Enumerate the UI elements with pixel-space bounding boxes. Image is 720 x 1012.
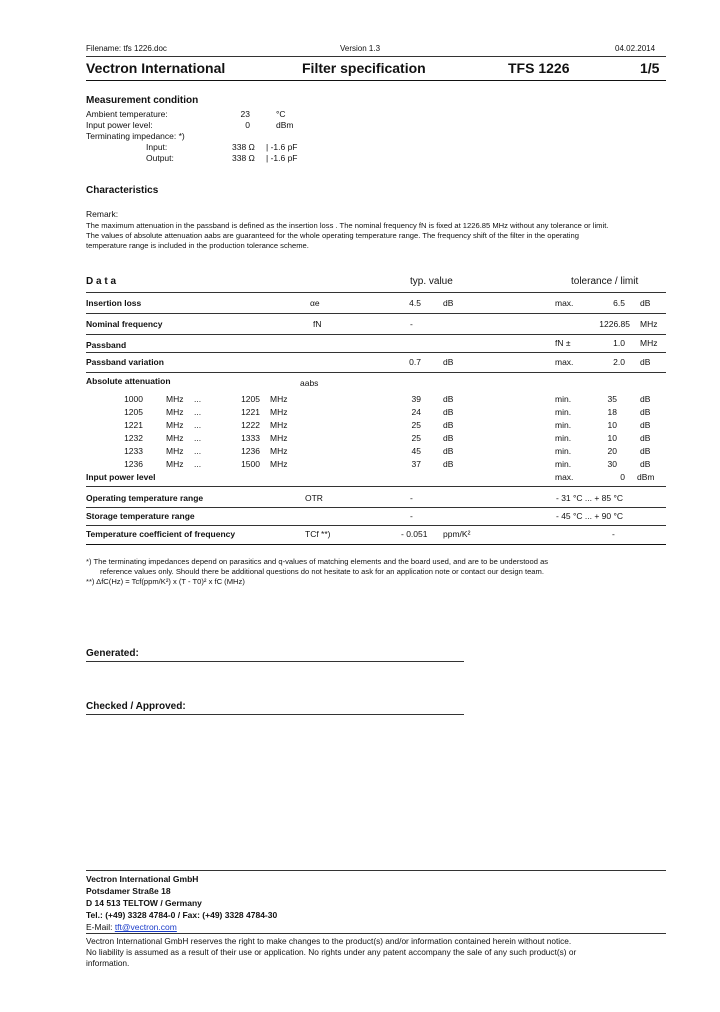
attenuation-row-v: 20 bbox=[607, 446, 617, 456]
storage-val: - 45 °C ... + 90 °C bbox=[556, 511, 624, 521]
attenuation-row-q: min. bbox=[555, 394, 572, 404]
insertion-loss-symbol: αe bbox=[310, 298, 320, 308]
remark-line-1: The maximum attenuation in the passband is defined as the insertion loss . The nominal frequency fN is fixed at 1226.85 MHz without any tolerance or limit. bbox=[86, 221, 609, 230]
attenuation-row-typ: 37 bbox=[411, 459, 421, 469]
col-tol-header: tolerance / limit bbox=[571, 276, 639, 287]
table-rule-7 bbox=[86, 525, 666, 526]
power-label: Input power level: bbox=[86, 120, 153, 130]
insertion-loss-qual: max. bbox=[555, 298, 574, 308]
table-rule-5 bbox=[86, 486, 666, 487]
attenuation-row-f2: 1222 bbox=[241, 420, 260, 430]
header-version: Version 1.3 bbox=[340, 44, 381, 53]
footer-email-label: E-Mail: bbox=[86, 922, 115, 932]
attenuation-row-vu: dB bbox=[640, 407, 651, 417]
header-rule-top bbox=[86, 56, 666, 57]
output-value: 338 Ω bbox=[232, 153, 255, 163]
passband-variation-typ: 0.7 bbox=[409, 357, 421, 367]
attenuation-row-u1: MHz bbox=[166, 446, 184, 456]
power-value: 0 bbox=[245, 120, 250, 130]
footer-disclaimer-2: No liability is assumed as a result of their use or application. No rights under any patent accompany the sale of any such product(s) or bbox=[86, 947, 577, 957]
generated-label: Generated: bbox=[86, 648, 139, 659]
passband-label: Passband bbox=[86, 340, 127, 350]
attenuation-row-vu: dB bbox=[640, 459, 651, 469]
impedance-label: Terminating impedance: *) bbox=[86, 131, 185, 141]
attenuation-row-f2: 1205 bbox=[241, 394, 260, 404]
header-page: 1/5 bbox=[640, 60, 660, 76]
ambient-unit: °C bbox=[276, 109, 286, 119]
checked-label: Checked / Approved: bbox=[86, 701, 186, 712]
nominal-frequency-label: Nominal frequency bbox=[86, 319, 163, 329]
header-filename: Filename: tfs 1226.doc bbox=[86, 44, 167, 53]
attenuation-row-q: min. bbox=[555, 420, 572, 430]
generated-line bbox=[86, 661, 464, 662]
attenuation-row-u1: MHz bbox=[166, 459, 184, 469]
insertion-loss-val: 6.5 bbox=[613, 298, 625, 308]
footer-company: Vectron International GmbH bbox=[86, 874, 199, 884]
input-value: 338 Ω bbox=[232, 142, 255, 152]
storage-typ: - bbox=[410, 511, 413, 521]
insertion-loss-unit: dB bbox=[640, 298, 651, 308]
footer-email-link[interactable]: tft@vectron.com bbox=[114, 922, 177, 932]
attenuation-row-u2: MHz bbox=[270, 420, 288, 430]
table-rule-3 bbox=[86, 352, 666, 353]
attenuation-row-dots: ... bbox=[194, 433, 202, 443]
header-rule-bottom bbox=[86, 80, 666, 81]
otr-typ: - bbox=[410, 493, 413, 503]
attenuation-row-vu: dB bbox=[640, 446, 651, 456]
attenuation-row-u2: MHz bbox=[270, 433, 288, 443]
nominal-frequency-val: 1226.85 bbox=[599, 319, 630, 329]
attenuation-row-dots: ... bbox=[194, 394, 202, 404]
attenuation-row-vu: dB bbox=[640, 433, 651, 443]
output-label: Output: bbox=[146, 153, 174, 163]
attenuation-row-u2: MHz bbox=[270, 446, 288, 456]
remark-label: Remark: bbox=[86, 209, 119, 219]
passband-qual: fN ± bbox=[555, 338, 571, 348]
attenuation-row-f1: 1205 bbox=[124, 407, 143, 417]
otr-val: - 31 °C ... + 85 °C bbox=[556, 493, 624, 503]
attenuation-row-f2: 1333 bbox=[241, 433, 260, 443]
attenuation-row-u2: MHz bbox=[270, 459, 288, 469]
footer-rule-2 bbox=[86, 933, 666, 934]
attenuation-row-q: min. bbox=[555, 459, 572, 469]
attenuation-row-f1: 1000 bbox=[124, 394, 143, 404]
attenuation-row-f1: 1232 bbox=[124, 433, 143, 443]
attenuation-row-tu: dB bbox=[443, 394, 454, 404]
input-power-val: 0 bbox=[620, 472, 625, 482]
header-part: TFS 1226 bbox=[508, 60, 570, 76]
header-date: 04.02.2014 bbox=[615, 44, 656, 53]
remark-line-2: The values of absolute attenuation aabs are guaranteed for the whole operating temperature range. The frequency shift of the filter in the operating bbox=[86, 231, 579, 240]
col-typ-header: typ. value bbox=[410, 276, 453, 287]
attenuation-row-u2: MHz bbox=[270, 407, 288, 417]
attenuation-row-v: 35 bbox=[607, 394, 617, 404]
attenuation-row-q: min. bbox=[555, 407, 572, 417]
measurement-title: Measurement condition bbox=[86, 95, 199, 106]
nominal-frequency-unit: MHz bbox=[640, 319, 658, 329]
footer-phone: Tel.: (+49) 3328 4784-0 / Fax: (+49) 3328 4784-30 bbox=[86, 910, 278, 920]
attenuation-row-dots: ... bbox=[194, 459, 202, 469]
attenuation-row-vu: dB bbox=[640, 394, 651, 404]
otr-symbol: OTR bbox=[305, 493, 323, 503]
table-rule-4 bbox=[86, 372, 666, 373]
note-1-line-2: reference values only. Should there be additional questions do not hesitate to ask for an application note or contact our design team. bbox=[100, 567, 544, 576]
attenuation-row-q: min. bbox=[555, 433, 572, 443]
note-2: **) ΔfC(Hz) = Tcf(ppm/K²) x (T - T0)² x fC (MHz) bbox=[86, 577, 245, 586]
passband-variation-typ-unit: dB bbox=[443, 357, 454, 367]
insertion-loss-typ-unit: dB bbox=[443, 298, 454, 308]
footer-city: D 14 513 TELTOW / Germany bbox=[86, 898, 202, 908]
table-rule-2 bbox=[86, 334, 666, 335]
attenuation-row-typ: 24 bbox=[411, 407, 421, 417]
footer-disclaimer-1: Vectron International GmbH reserves the right to make changes to the product(s) and/or information contained herein without notice. bbox=[86, 936, 572, 946]
ambient-value: 23 bbox=[240, 109, 250, 119]
table-rule-bottom bbox=[86, 544, 666, 545]
tcf-label: Temperature coefficient of frequency bbox=[86, 529, 236, 539]
attenuation-row-u1: MHz bbox=[166, 407, 184, 417]
attenuation-row-dots: ... bbox=[194, 407, 202, 417]
header-doc-type: Filter specification bbox=[302, 60, 426, 76]
attenuation-row-q: min. bbox=[555, 446, 572, 456]
output-capacitance: | -1.6 pF bbox=[266, 153, 298, 163]
footer-street: Potsdamer Straße 18 bbox=[86, 886, 171, 896]
footer-rule bbox=[86, 870, 666, 871]
characteristics-title: Characteristics bbox=[86, 185, 159, 196]
passband-variation-qual: max. bbox=[555, 357, 574, 367]
input-power-unit: dBm bbox=[637, 472, 655, 482]
tcf-typ-unit: ppm/K² bbox=[443, 529, 471, 539]
insertion-loss-typ: 4.5 bbox=[409, 298, 421, 308]
insertion-loss-label: Insertion loss bbox=[86, 298, 142, 308]
otr-label: Operating temperature range bbox=[86, 493, 204, 503]
checked-line bbox=[86, 714, 464, 715]
passband-val: 1.0 bbox=[613, 338, 625, 348]
attenuation-row-tu: dB bbox=[443, 446, 454, 456]
attenuation-row-f1: 1236 bbox=[124, 459, 143, 469]
attenuation-row-u1: MHz bbox=[166, 420, 184, 430]
input-power-qual: max. bbox=[555, 472, 574, 482]
attenuation-row-tu: dB bbox=[443, 420, 454, 430]
attenuation-row-f2: 1221 bbox=[241, 407, 260, 417]
tcf-symbol: TCf **) bbox=[305, 529, 331, 539]
passband-variation-label: Passband variation bbox=[86, 357, 164, 367]
attenuation-row-u1: MHz bbox=[166, 433, 184, 443]
footer-email-row bbox=[86, 922, 177, 932]
absolute-attenuation-label: Absolute attenuation bbox=[86, 376, 171, 386]
attenuation-row-f2: 1236 bbox=[241, 446, 260, 456]
nominal-frequency-symbol: fN bbox=[313, 319, 322, 329]
attenuation-row-v: 10 bbox=[607, 420, 617, 430]
input-capacitance: | -1.6 pF bbox=[266, 142, 298, 152]
table-rule-6 bbox=[86, 507, 666, 508]
attenuation-row-typ: 25 bbox=[411, 433, 421, 443]
attenuation-row-tu: dB bbox=[443, 433, 454, 443]
attenuation-row-v: 10 bbox=[607, 433, 617, 443]
tcf-typ: - 0.051 bbox=[401, 529, 428, 539]
table-rule-0 bbox=[86, 292, 666, 293]
input-label: Input: bbox=[146, 142, 168, 152]
col-data-header: D a t a bbox=[86, 276, 117, 287]
attenuation-row-v: 30 bbox=[607, 459, 617, 469]
attenuation-row-typ: 25 bbox=[411, 420, 421, 430]
attenuation-row-f2: 1500 bbox=[241, 459, 260, 469]
attenuation-row-v: 18 bbox=[607, 407, 617, 417]
attenuation-row-tu: dB bbox=[443, 459, 454, 469]
passband-variation-val: 2.0 bbox=[613, 357, 625, 367]
attenuation-row-typ: 39 bbox=[411, 394, 421, 404]
attenuation-row-f1: 1221 bbox=[124, 420, 143, 430]
header-company: Vectron International bbox=[86, 60, 226, 76]
attenuation-row-typ: 45 bbox=[411, 446, 421, 456]
nominal-frequency-typ: - bbox=[410, 319, 413, 329]
remark-line-3: temperature range is included in the production tolerance scheme. bbox=[86, 241, 309, 250]
attenuation-row-u2: MHz bbox=[270, 394, 288, 404]
input-power-label: Input power level bbox=[86, 472, 156, 482]
footer-disclaimer-3: information. bbox=[86, 958, 130, 968]
absolute-attenuation-symbol: aabs bbox=[300, 378, 319, 388]
passband-variation-unit: dB bbox=[640, 357, 651, 367]
storage-label: Storage temperature range bbox=[86, 511, 195, 521]
attenuation-row-vu: dB bbox=[640, 420, 651, 430]
note-1-line-1: *) The terminating impedances depend on parasitics and q-values of matching elements and the board used, and are to be understood as bbox=[86, 557, 549, 566]
attenuation-row-dots: ... bbox=[194, 420, 202, 430]
tcf-val: - bbox=[612, 529, 615, 539]
table-rule-1 bbox=[86, 313, 666, 314]
attenuation-row-dots: ... bbox=[194, 446, 202, 456]
power-unit: dBm bbox=[276, 120, 294, 130]
attenuation-row-tu: dB bbox=[443, 407, 454, 417]
attenuation-row-f1: 1233 bbox=[124, 446, 143, 456]
passband-unit: MHz bbox=[640, 338, 658, 348]
ambient-label: Ambient temperature: bbox=[86, 109, 168, 119]
attenuation-row-u1: MHz bbox=[166, 394, 184, 404]
